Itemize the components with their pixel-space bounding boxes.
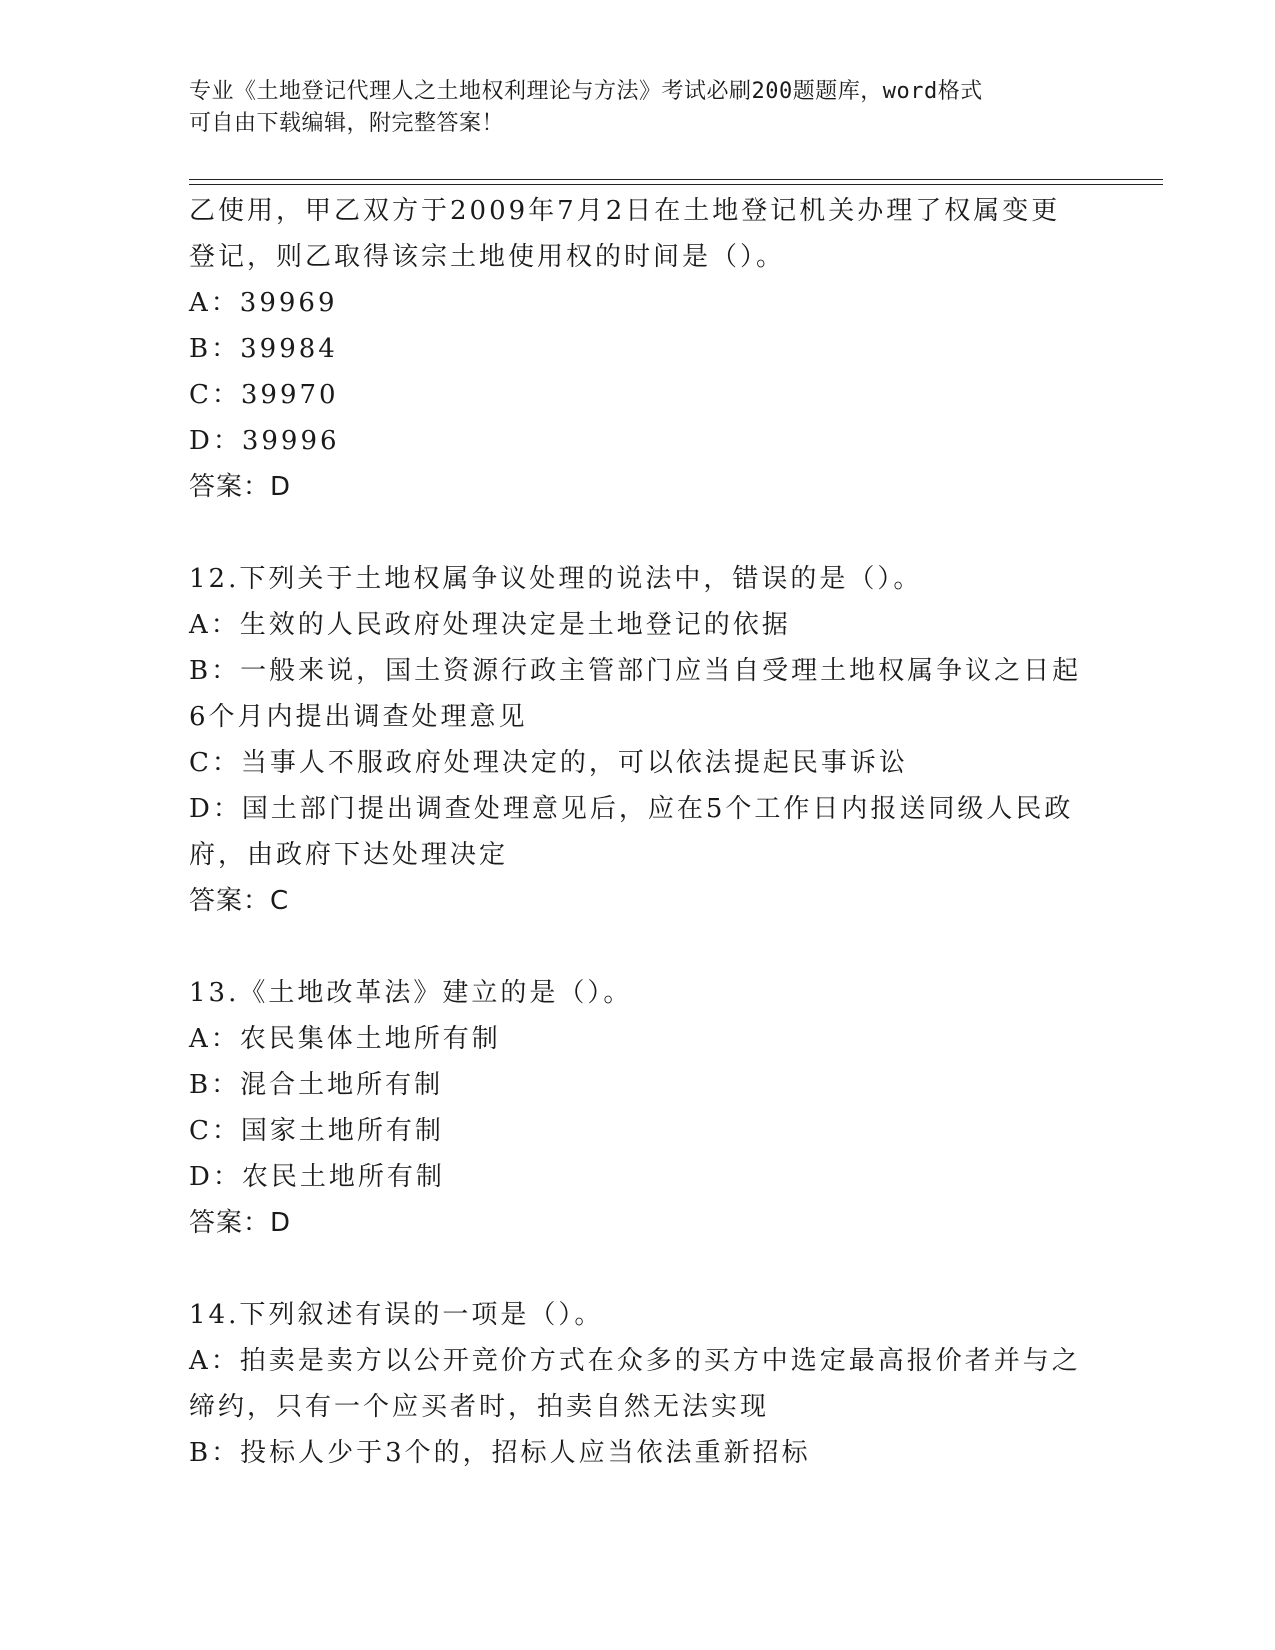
question-stem-line: 乙使用，甲乙双方于2009年7月2日在土地登记机关办理了权属变更	[189, 196, 1061, 226]
option-c: C：39970	[189, 380, 339, 410]
option-a: A：拍卖是卖方以公开竞价方式在众多的买方中选定最高报价者并与之	[189, 1346, 1081, 1376]
header-title-line2: 可自由下载编辑，附完整答案！	[189, 111, 505, 136]
answer-line: 答案：C	[189, 886, 290, 916]
question-stem-line: 14.下列叙述有误的一项是（）。	[189, 1300, 604, 1330]
question-stem-line: 登记，则乙取得该宗土地使用权的时间是（）。	[189, 242, 786, 272]
option-b-continued: 6个月内提出调查处理意见	[189, 702, 528, 732]
option-d: D：农民土地所有制	[189, 1162, 445, 1192]
option-b: B：混合土地所有制	[189, 1070, 444, 1100]
option-a: A：生效的人民政府处理决定是土地登记的依据	[189, 610, 791, 640]
answer-line: 答案：D	[189, 472, 292, 502]
option-a-continued: 缔约，只有一个应买者时，拍卖自然无法实现	[189, 1392, 770, 1422]
option-d: D：39996	[189, 426, 340, 456]
option-a: A：农民集体土地所有制	[189, 1024, 501, 1054]
document-header	[189, 76, 1089, 140]
header-title-line1: 专业《土地登记代理人之土地权利理论与方法》考试必刷200题题库，word格式	[189, 79, 983, 104]
option-b: B：39984	[189, 334, 338, 364]
answer-line: 答案：D	[189, 1208, 292, 1238]
option-b: B：投标人少于3个的，招标人应当依法重新招标	[189, 1438, 811, 1468]
question-stem-line: 12.下列关于土地权属争议处理的说法中，错误的是（）。	[189, 564, 923, 594]
question-content	[189, 188, 1089, 1476]
option-c: C：当事人不服政府处理决定的，可以依法提起民事诉讼	[189, 748, 908, 778]
option-b: B：一般来说，国土资源行政主管部门应当自受理土地权属争议之日起	[189, 656, 1082, 686]
spacer	[189, 1246, 1089, 1292]
spacer	[189, 924, 1089, 970]
question-11	[189, 188, 1089, 510]
question-13	[189, 970, 1089, 1246]
header-divider-bottom	[189, 184, 1163, 185]
question-12	[189, 556, 1089, 924]
option-a: A：39969	[189, 288, 338, 318]
question-14	[189, 1292, 1089, 1476]
option-c: C：国家土地所有制	[189, 1116, 444, 1146]
header-divider-top	[189, 179, 1163, 180]
option-d: D：国土部门提出调查处理意见后，应在5个工作日内报送同级人民政	[189, 794, 1074, 824]
option-d-continued: 府，由政府下达处理决定	[189, 840, 509, 870]
question-stem-line: 13.《土地改革法》建立的是（）。	[189, 978, 633, 1008]
spacer	[189, 510, 1089, 556]
